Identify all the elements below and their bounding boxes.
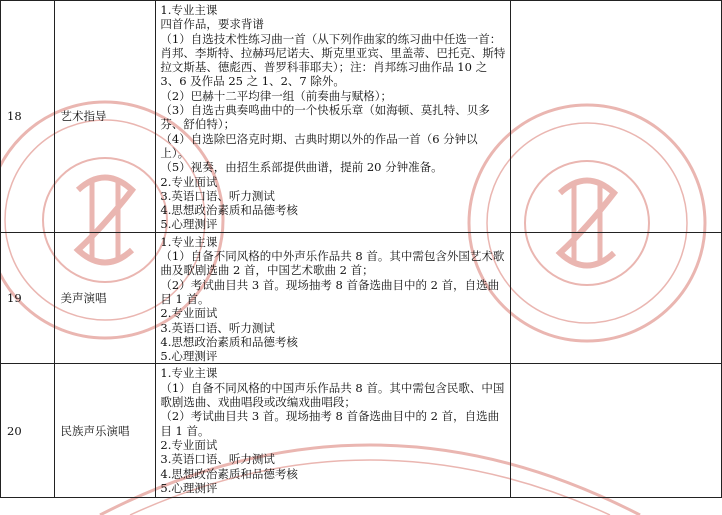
requirement-line: 1.专业主课 (160, 3, 218, 17)
requirement-line: （2）考试曲目共 3 首。现场抽考 8 首备选曲目中的 2 首，自选曲目 1 首。 (160, 409, 500, 438)
requirement-line: 4.思想政治素质和品德考核 (160, 466, 298, 481)
table-row (1, 364, 722, 498)
major-cell (54, 1, 156, 233)
table-row (1, 232, 722, 364)
requirement-line: 3.英语口语、听力测试 (160, 188, 275, 203)
requirement-line: 5.心理测评 (160, 480, 218, 495)
requirement-line: 2.专业面试 (160, 174, 218, 189)
requirement-line: （1）自备不同风格的中国声乐作品共 8 首。其中需包含民歌、中国歌剧选曲、戏曲唱段或改编戏曲唱段； (160, 380, 505, 410)
requirement-line: 2.专业面试 (160, 306, 218, 321)
row-number: 19 (7, 290, 22, 305)
notes-cell (510, 1, 721, 233)
requirement-line: 3.英语口语、听力测试 (160, 320, 275, 335)
requirement-line: 1.专业主课 (160, 234, 218, 249)
major-cell (54, 232, 156, 364)
requirement-line: 4.思想政治素质和品德考核 (160, 203, 298, 218)
requirement-line: 5.心理测评 (160, 349, 218, 364)
table-row (1, 1, 722, 233)
requirement-line: （4）自选除巴洛克时期、古典时期以外的作品一首（6 分钟以上）。 (160, 131, 478, 160)
major-name: 民族声乐演唱 (60, 423, 130, 438)
requirements-cell (156, 364, 511, 498)
requirement-line: （5）视奏，由招生系部提供曲谱，提前 20 分钟准备。 (160, 160, 443, 175)
major-name: 艺术指导 (60, 109, 107, 124)
requirement-line: 2.专业面试 (160, 437, 218, 452)
requirement-line: 四首作品，要求背谱 (160, 17, 264, 32)
major-name: 美声演唱 (60, 290, 107, 305)
row-number-cell (1, 232, 55, 364)
requirement-line: 1.专业主课 (160, 366, 218, 381)
requirement-line: 4.思想政治素质和品德考核 (160, 334, 298, 349)
row-number: 20 (7, 423, 22, 438)
row-number-cell (1, 1, 55, 233)
requirements-cell (156, 1, 511, 233)
requirement-line: 5.心理测评 (160, 217, 218, 232)
requirement-line: 3.英语口语、听力测试 (160, 452, 275, 467)
row-number: 18 (7, 109, 22, 124)
requirements-cell (156, 232, 511, 364)
requirement-line: （3）自选古典奏鸣曲中的一个快板乐章（如海顿、莫扎特、贝多芬、舒伯特）； (160, 103, 490, 132)
notes-cell (510, 364, 721, 498)
requirement-line: （1）自备不同风格的中外声乐作品共 8 首。其中需包含外国艺术歌曲及歌剧选曲 2 首，中国艺术歌曲 2 首； (160, 249, 505, 278)
requirement-line: （1）自选技术性练习曲一首（从下列作曲家的练习曲中任选一首：肖邦、李斯特、拉赫玛尼诺夫、斯克里亚宾、里盖蒂、巴托克、斯特拉文斯基、德彪西、普罗科菲耶夫）；注：肖邦练习曲作品 10 之 3、6 及作品 25 之 1、2、7 除外。 (160, 31, 506, 89)
requirement-line: （2）巴赫十二平均律一组（前奏曲与赋格）； (160, 88, 392, 103)
requirement-line: （2）考试曲目共 3 首。现场抽考 8 首备选曲目中的 2 首，自选曲目 1 首。 (160, 277, 500, 306)
row-number-cell (1, 364, 55, 498)
major-cell (54, 364, 156, 498)
notes-cell (510, 232, 721, 364)
